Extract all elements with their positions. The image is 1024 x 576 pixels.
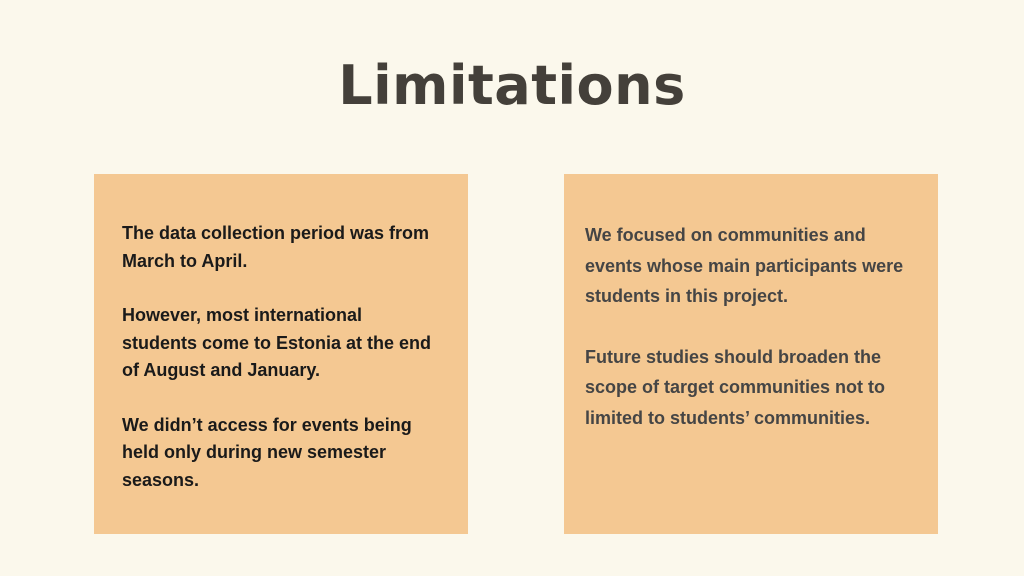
right-paragraph-focus: We focused on communities and events whose main participants were students in this project. — [585, 225, 904, 306]
right-card-text — [585, 220, 925, 463]
right-paragraph-future-studies: Future studies should broaden the scope of target communities not to limited to students’ communities. — [585, 346, 886, 428]
left-paragraph-collection-period: The data collection period was from March to April. — [122, 223, 430, 271]
limitations-card-right — [564, 174, 938, 534]
left-paragraph-arrival-timing: However, most international students come to Estonia at the end of August and January. — [122, 305, 432, 380]
slide-title: Limitations — [338, 54, 686, 117]
left-card-text — [122, 220, 442, 521]
left-paragraph-event-access: We didn’t access for events being held only during new semester seasons. — [122, 414, 412, 490]
limitations-card-left — [94, 174, 468, 534]
